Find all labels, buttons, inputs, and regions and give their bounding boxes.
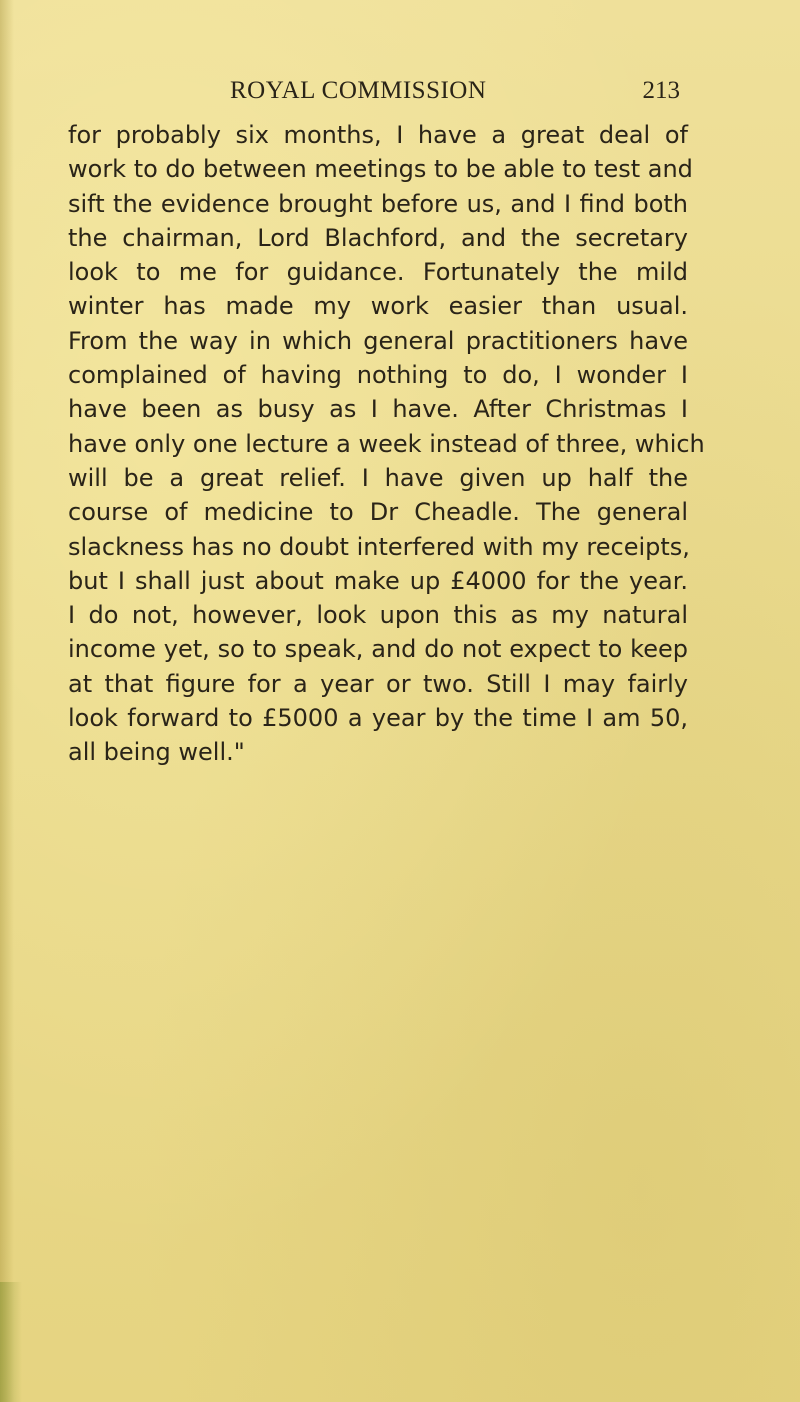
text-line: at that figure for a year or two. Still I may fairly [68,669,688,698]
text-line: but I shall just about make up £4000 for the year. [68,566,688,595]
running-head-title: ROYAL COMMISSION [230,77,487,104]
text-line: the chairman, Lord Blachford, and the secretary [68,223,688,252]
text-line: will be a great relief. I have given up half the [68,463,688,492]
text-line: work to do between meetings to be able to test and [68,155,693,184]
page-edge-stain [0,1282,22,1402]
text-line: look to me for guidance. Fortunately the mild [68,258,688,287]
text-line: have only one lecture a week instead of three, which [68,429,705,458]
text-line: winter has made my work easier than usual. [68,292,688,321]
text-line: I do not, however, look upon this as my natural [68,601,688,630]
text-line: sift the evidence brought before us, and I find both [68,189,688,218]
text-line: have been as busy as I have. After Christmas I [68,395,688,424]
text-line: From the way in which general practitioners have [68,326,688,355]
text-line: slackness has no doubt interfered with my receipts, [68,532,690,561]
text-line: complained of having nothing to do, I wonder I [68,361,688,390]
text-line: all being well." [68,738,245,767]
text-line: for probably six months, I have a great deal of [68,121,688,149]
running-head [68,74,680,108]
text-line: look forward to £5000 a year by the time I am 50, [68,704,688,733]
page-edge-shadow [0,0,14,1402]
text-line: course of medicine to Dr Cheadle. The general [68,498,688,527]
text-line: income yet, so to speak, and do not expect to keep [68,635,688,664]
page-number: 213 [642,77,680,104]
body-text [68,118,705,770]
